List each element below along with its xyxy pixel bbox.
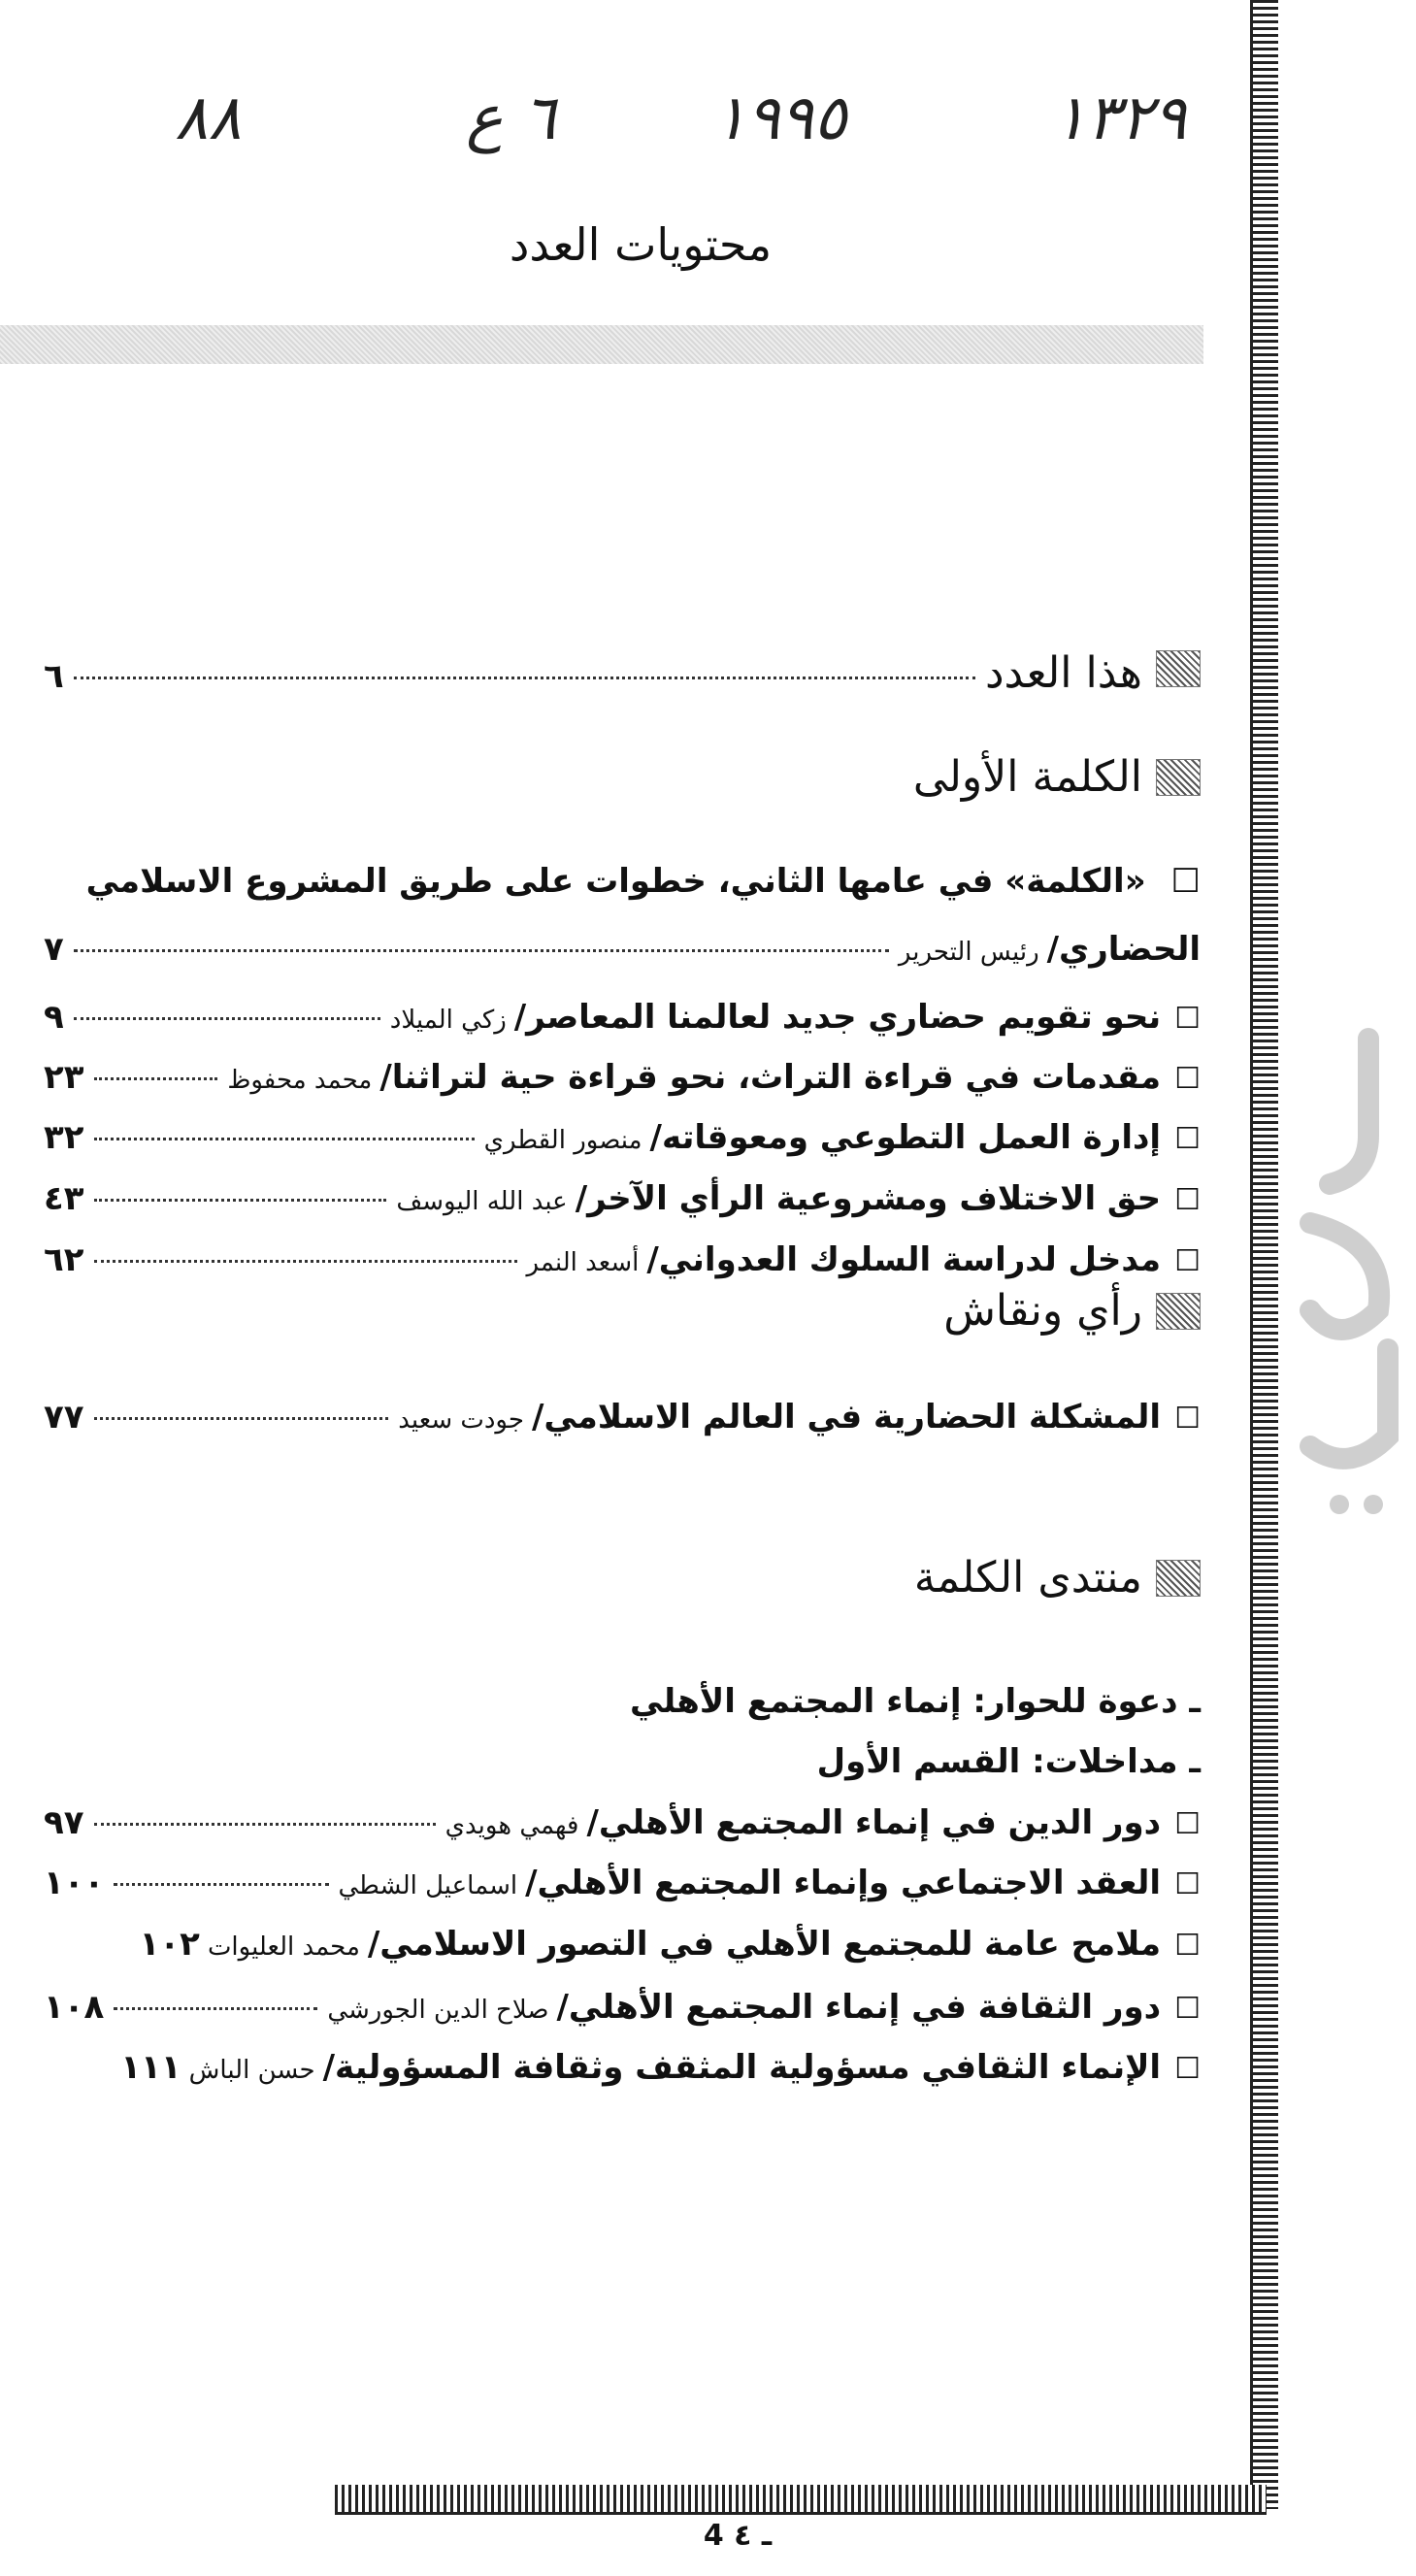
section-heading-opinion (943, 1286, 1201, 1336)
entry-title: المشكلة الحضارية في العالم الاسلامي/ (531, 1398, 1162, 1437)
spine-logo-icon (1281, 1019, 1416, 1563)
toc-entry-5[interactable] (44, 1179, 1201, 1221)
checkbox-icon: ☐ (1174, 1062, 1201, 1096)
page-number: ١١١ (120, 2048, 181, 2087)
page-number: ١٠٨ (44, 1988, 105, 2027)
entry-author: حسن الباش (188, 2056, 315, 2085)
entry-author: منصور القطري (483, 1126, 642, 1155)
entry-author: رئيس التحرير (898, 938, 1039, 967)
page-number: ٩٧ (44, 1803, 84, 1842)
section-title: الكلمة الأولى (912, 752, 1142, 802)
entry-title-cont: الحضاري/ (1046, 930, 1201, 969)
toc-entry-forum-5[interactable] (44, 2048, 1201, 2090)
page-number: ١٠٢ (139, 1925, 200, 1964)
entry-title: ملامح عامة للمجتمع الأهلي في التصور الاسلامي/ (367, 1925, 1162, 1964)
entry-author: جودت سعيد (398, 1405, 524, 1435)
page-number: ٤٣ (44, 1179, 84, 1218)
leader-dots (74, 949, 889, 952)
entry-author: عبد الله اليوسف (396, 1187, 568, 1216)
checkbox-icon: ☐ (1174, 1992, 1201, 2026)
section-marker-icon (1156, 1560, 1201, 1597)
checkbox-icon: ☐ (1174, 1402, 1201, 1436)
checkbox-icon: ☐ (1174, 1002, 1201, 1036)
leader-dots (94, 1260, 517, 1263)
checkbox-icon: ☐ (1174, 1867, 1201, 1901)
leader-dots (94, 1138, 475, 1140)
entry-title: دور الثقافة في إنماء المجتمع الأهلي/ (556, 1988, 1162, 2027)
entry-author: محمد محفوظ (227, 1066, 373, 1095)
section-marker-icon (1156, 1293, 1201, 1330)
toc-entry-forum-2[interactable] (44, 1864, 1201, 1905)
section-title: هذا العدد (984, 648, 1142, 698)
forum-intro-line2: ـ مداخلات: القسم الأول (816, 1742, 1201, 1781)
page-number: ٢٣ (44, 1058, 84, 1097)
toc-entry-this-issue[interactable] (44, 650, 1201, 696)
toc-entry-1[interactable] (44, 930, 1201, 972)
section-heading-first-word (913, 752, 1201, 802)
toc-entry-opinion-1[interactable] (44, 1398, 1201, 1439)
entry-author: محمد العليوات (207, 1932, 360, 1962)
page-number: ٧٧ (44, 1398, 84, 1437)
checkbox-icon: ☐ (1174, 2052, 1201, 2086)
toc-entry-1-line1[interactable] (86, 862, 1201, 901)
toc-entry-forum-4[interactable] (44, 1988, 1201, 2030)
decorative-border-bottom (335, 2485, 1267, 2515)
entry-title: «الكلمة» في عامها الثاني، خطوات على طريق المشروع الاسلامي (85, 862, 1146, 901)
leader-dots (74, 677, 975, 679)
entry-title: دور الدين في إنماء المجتمع الأهلي/ (586, 1803, 1162, 1842)
page-footer-number: 4 ـ ٤ (703, 2519, 773, 2553)
toc-entry-6[interactable] (44, 1240, 1201, 1282)
section-title: منتدى الكلمة (913, 1553, 1142, 1602)
checkbox-icon: ☐ (1174, 1244, 1201, 1278)
section-title: رأي ونقاش (943, 1286, 1142, 1336)
entry-author: اسماعيل الشطي (338, 1871, 518, 1900)
checkbox-icon: ☐ (1174, 1807, 1201, 1841)
entry-title: مدخل لدراسة السلوك العدواني/ (646, 1240, 1162, 1279)
page-title: محتويات العدد (509, 218, 773, 271)
page-number: ١٠٠ (44, 1864, 105, 1902)
leader-dots (94, 1199, 387, 1202)
handwritten-mark-4: ١٣٢٩ (1053, 83, 1187, 154)
checkbox-icon: ☐ (1174, 1929, 1201, 1963)
entry-author: صلاح الدين الجورشي (327, 1996, 549, 2025)
handwritten-mark-3: ١٩٩٥ (713, 83, 847, 154)
leader-dots (94, 1823, 436, 1826)
checkbox-icon: ☐ (1170, 862, 1201, 901)
page-number: ٣٢ (44, 1118, 84, 1157)
page-number: ٦٢ (44, 1240, 84, 1279)
title-divider (0, 325, 1203, 364)
toc-entry-4[interactable] (44, 1118, 1201, 1160)
page-number: ٧ (44, 930, 64, 969)
entry-title: إدارة العمل التطوعي ومعوقاته/ (649, 1118, 1162, 1157)
leader-dots (94, 1417, 389, 1420)
checkbox-icon: ☐ (1174, 1183, 1201, 1217)
toc-entry-3[interactable] (44, 1058, 1201, 1100)
leader-dots (114, 2007, 317, 2010)
forum-intro-line1: ـ دعوة للحوار: إنماء المجتمع الأهلي (630, 1682, 1201, 1721)
leader-dots (114, 1883, 328, 1886)
page-number: ٩ (44, 998, 64, 1037)
checkbox-icon: ☐ (1174, 1122, 1201, 1156)
entry-author: أسعد النمر (526, 1248, 640, 1277)
handwritten-mark-1: ٨٨ (175, 83, 242, 154)
section-marker-icon (1156, 650, 1201, 687)
section-marker-icon (1156, 759, 1201, 796)
toc-entry-forum-1[interactable] (44, 1803, 1201, 1845)
entry-title: حق الاختلاف ومشروعية الرأي الآخر/ (575, 1179, 1162, 1218)
decorative-border-right (1250, 0, 1278, 2509)
entry-title: نحو تقويم حضاري جديد لعالمنا المعاصر/ (513, 998, 1162, 1037)
leader-dots (94, 1077, 218, 1080)
leader-dots (74, 1017, 380, 1020)
toc-entry-2[interactable] (44, 998, 1201, 1040)
toc-entry-forum-3[interactable] (44, 1925, 1201, 1966)
entry-title: الإنماء الثقافي مسؤولية المثقف وثقافة المسؤولية/ (322, 2048, 1162, 2087)
entry-title: مقدمات في قراءة التراث، نحو قراءة حية لتراثنا/ (379, 1058, 1162, 1097)
entry-title: العقد الاجتماعي وإنماء المجتمع الأهلي/ (525, 1864, 1162, 1902)
section-heading-forum (914, 1553, 1201, 1602)
entry-author: زكي الميلاد (389, 1006, 507, 1035)
entry-author: فهمي هويدي (445, 1811, 579, 1840)
handwritten-mark-2: ٦ ع (466, 83, 556, 154)
page-number: ٦ (44, 657, 64, 696)
